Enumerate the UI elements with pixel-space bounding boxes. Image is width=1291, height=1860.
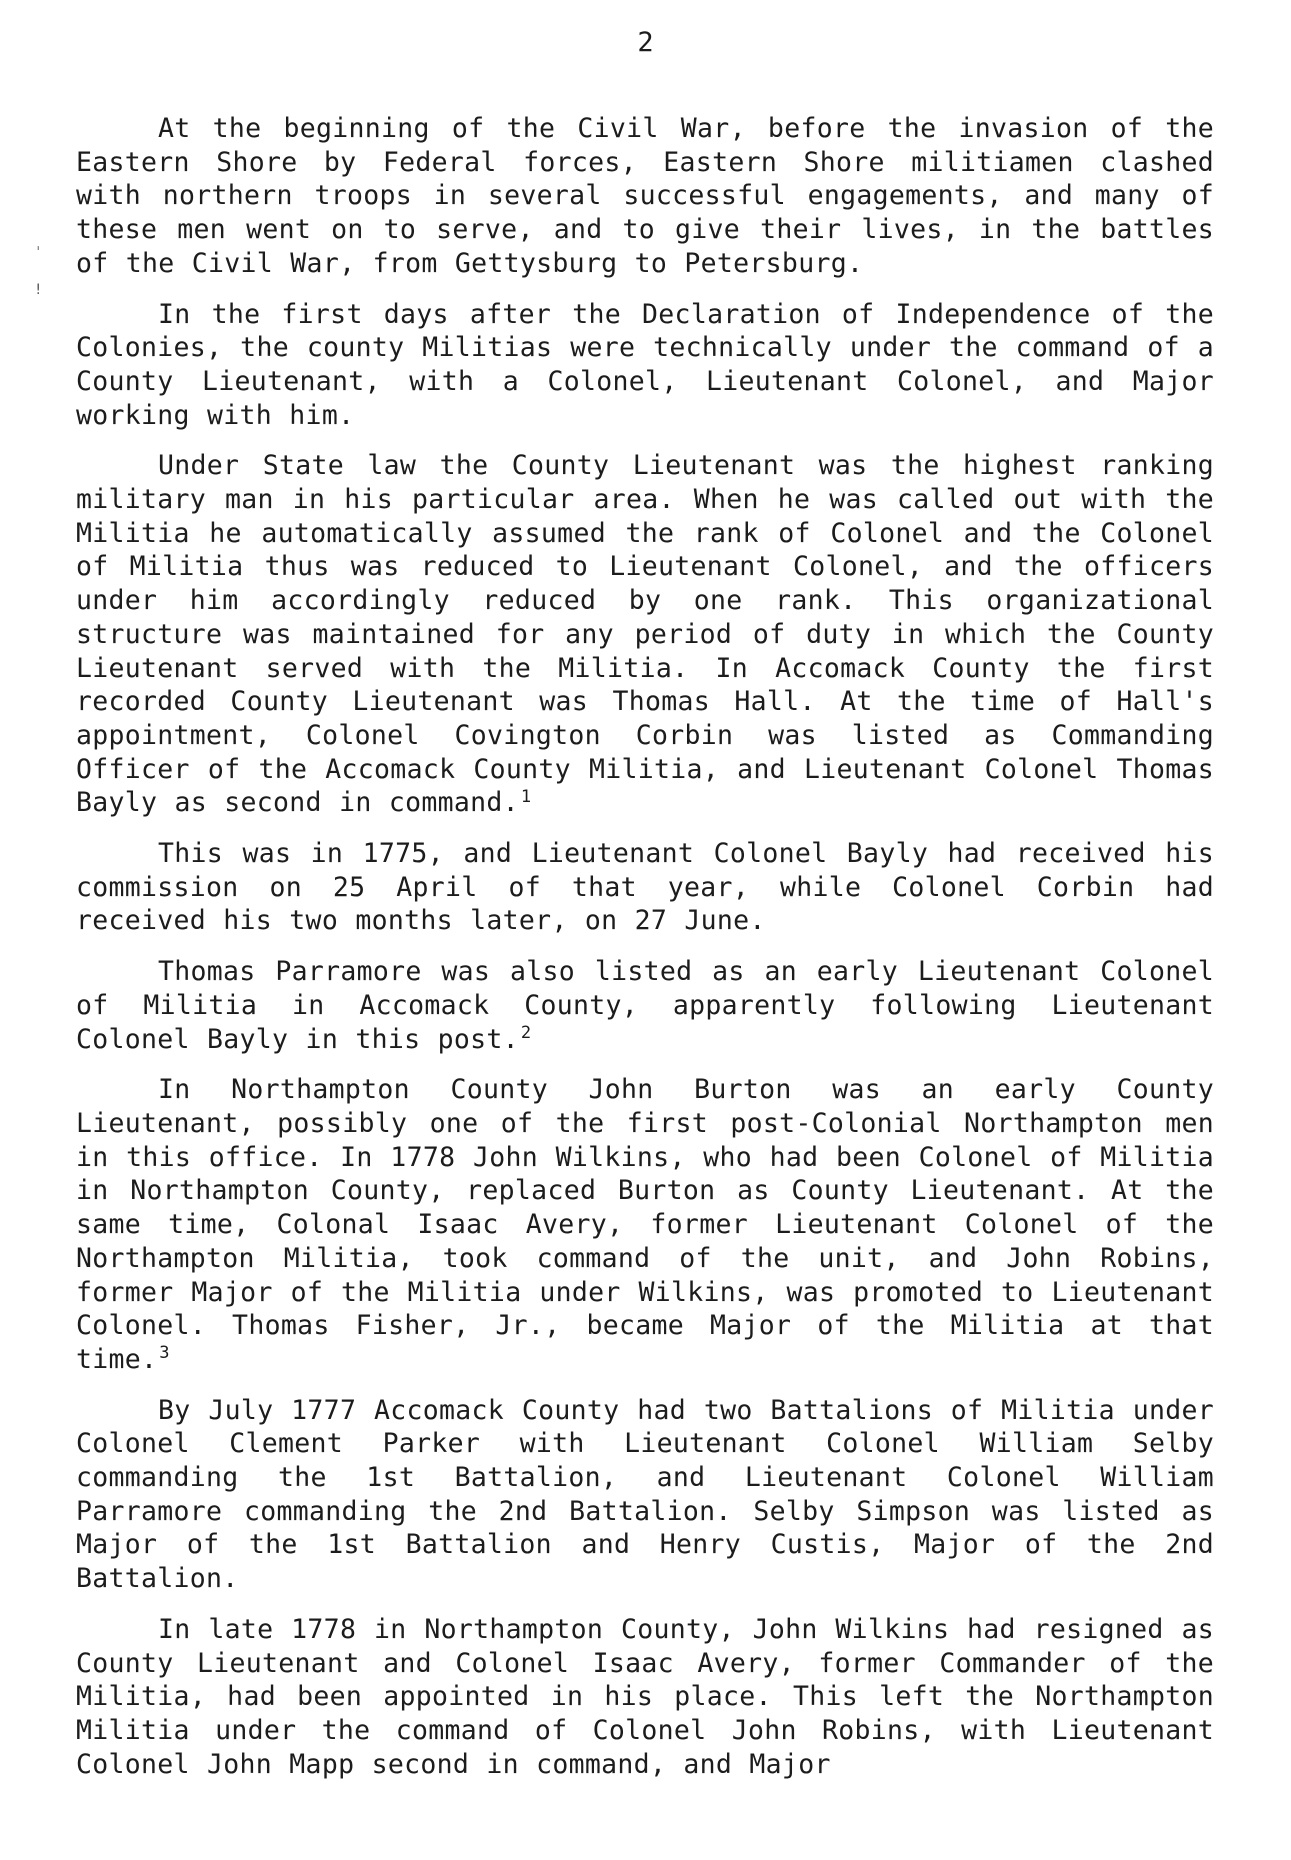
paragraph-text: Thomas Parramore was also listed as an early Lieutenant Colonel of Militia in Accomack County, apparently following Lieutenant Colonel Bayly in this post. [76,956,1214,1055]
paragraph-text: By July 1777 Accomack County had two Battalions of Militia under Colonel Clement Parker with Lieutenant Colonel William Selby commanding the 1st Battalion, and Lieutenant Colonel William Parramore commanding the 2nd Battalion. Selby Simpson was listed as Major of the 1st Battalion and Henry Custis, Major of the 2nd Battalion. [76,1394,1214,1595]
paragraph [76,1394,1214,1596]
paragraph [76,837,1214,938]
paragraph-text: Under State law the County Lieutenant was the highest ranking military man in his particular area. When he was called out with the Militia he automatically assumed the rank of Colonel and the Colonel of Militia thus was reduced to Lieutenant Colonel, and the officers under him accordingly reduced by one rank. This organizational structure was maintained for any period of duty in which the County Lieutenant served with the Militia. In Accomack County the first recorded County Lieutenant was Thomas Hall. At the time of Hall's appointment, Colonel Covington Corbin was listed as Commanding Officer of the Accomack County Militia, and Lieutenant Colonel Thomas Bayly as second in command. [76,450,1214,819]
paragraph [76,1073,1214,1376]
paragraph-text: In Northampton County John Burton was an early County Lieutenant, possibly one of the first post-Colonial Northampton men in this office. In 1778 John Wilkins, who had been Colonel of Militia in Northampton County, replaced Burton as County Lieutenant. At the same time, Colonal Isaac Avery, former Lieutenant Colonel of the Northampton Militia, took command of the unit, and John Robins, former Major of the Militia under Wilkins, was promoted to Lieutenant Colonel. Thomas Fisher, Jr., became Major of the Militia at that time. [76,1074,1214,1375]
footnote-marker: 1 [520,786,532,807]
margin-mark: ˌ [34,236,43,252]
body-text [76,112,1214,1798]
paragraph-text: In the first days after the Declaration of Independence of the Colonies, the county Militias were technically under the command of a County Lieutenant, with a Colonel, Lieutenant Colonel, and Major working with him. [76,298,1214,431]
page-number: 2 [637,27,654,58]
footnote-marker: 3 [159,1343,170,1364]
paragraph-text: In late 1778 in Northampton County, John Wilkins had resigned as County Lieutenant and Colonel Isaac Avery, former Commander of the Militia, had been appointed in his place. This left the Northampton Militia under the command of Colonel John Robins, with Lieutenant Colonel John Mapp second in command, and Major [76,1613,1214,1780]
footnote-marker: 2 [520,1022,532,1043]
paragraph [76,955,1214,1056]
paragraph [76,1613,1214,1782]
paragraph [76,449,1214,820]
paragraph-text: This was in 1775, and Lieutenant Colonel Bayly had received his commission on 25 April of that year, while Colonel Corbin had received his two months later, on 27 June. [76,838,1214,937]
paragraph [76,298,1214,433]
margin-mark: ! [34,282,43,298]
paragraph [76,112,1214,281]
paragraph-text: At the beginning of the Civil War, before the invasion of the Eastern Shore by Federal forces, Eastern Shore militiamen clashed with northern troops in several successful engagements, and many of these men went on to serve, and to give their lives, in the battles of the Civil War, from Gettysburg to Petersburg. [76,113,1214,279]
